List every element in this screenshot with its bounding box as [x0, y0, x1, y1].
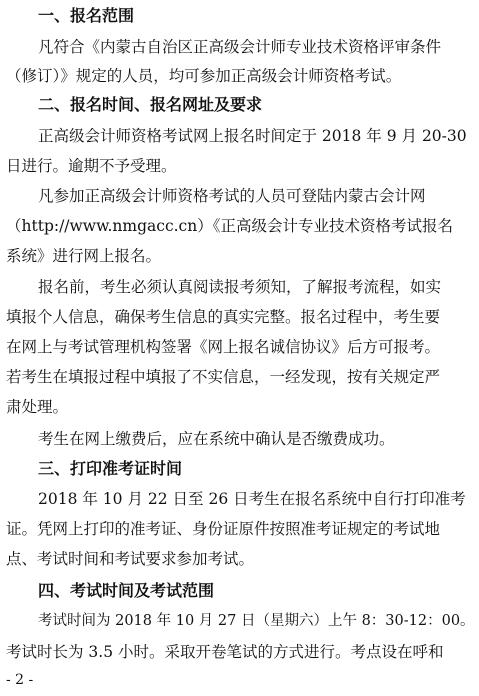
- paragraph-line: 考试时长为 3.5 小时。采取开卷笔试的方式进行。考点设在呼和: [6, 643, 444, 661]
- paragraph-line: 肃处理。: [6, 398, 69, 416]
- paragraph-line: 正高级会计师资格考试网上报名时间定于 2018 年 9 月 20-30: [38, 127, 467, 145]
- paragraph-line: 考试时间为 2018 年 10 月 27 日（星期六）上午 8：30-12：00。: [38, 613, 475, 629]
- paragraph-line: 凡参加正高级会计师资格考试的人员可登陆内蒙古会计网: [38, 187, 426, 205]
- section-heading: 二、报名时间、报名网址及要求: [38, 95, 263, 114]
- paragraph-line: 在网上与考试管理机构签署《网上报名诚信协议》后方可报考。: [6, 338, 441, 356]
- paragraph-line: 点、考试时间和考试要求参加考试。: [6, 550, 255, 568]
- paragraph-line: 日进行。逾期不予受理。: [6, 157, 177, 175]
- paragraph-line: 填报个人信息，确保考生信息的真实完整。报名过程中，考生要: [6, 308, 441, 326]
- paragraph-line: （http://www.nmgacc.cn）《正高级会计专业技术资格考试报名: [6, 217, 453, 235]
- paragraph-line: 2018 年 10 月 22 日至 26 日考生在报名系统中自行打印准考: [38, 490, 466, 508]
- paragraph-line: 证。凭网上打印的准考证、身份证原件按照准考证规定的考试地: [6, 520, 441, 538]
- paragraph-line: 凡符合《内蒙古自治区正高级会计师专业技术资格评审条件: [38, 38, 442, 56]
- section-heading: 三、打印准考证时间: [38, 459, 183, 478]
- paragraph-line: 报名前，考生必须认真阅读报考须知，了解报考流程，如实: [38, 278, 442, 296]
- page-number: - 2 -: [6, 672, 34, 688]
- section-heading: 一、报名范围: [38, 6, 135, 25]
- paragraph-line: 若考生在填报过程中填报了不实信息，一经发现，按有关规定严: [6, 368, 441, 386]
- paragraph-line: 系统》进行网上报名。: [6, 247, 162, 265]
- paragraph-line: （修订）》规定的人员，均可参加正高级会计师资格考试。: [6, 67, 402, 85]
- section-heading: 四、考试时间及考试范围: [38, 581, 215, 600]
- paragraph-line: 考生在网上缴费后，应在系统中确认是否缴费成功。: [38, 430, 395, 448]
